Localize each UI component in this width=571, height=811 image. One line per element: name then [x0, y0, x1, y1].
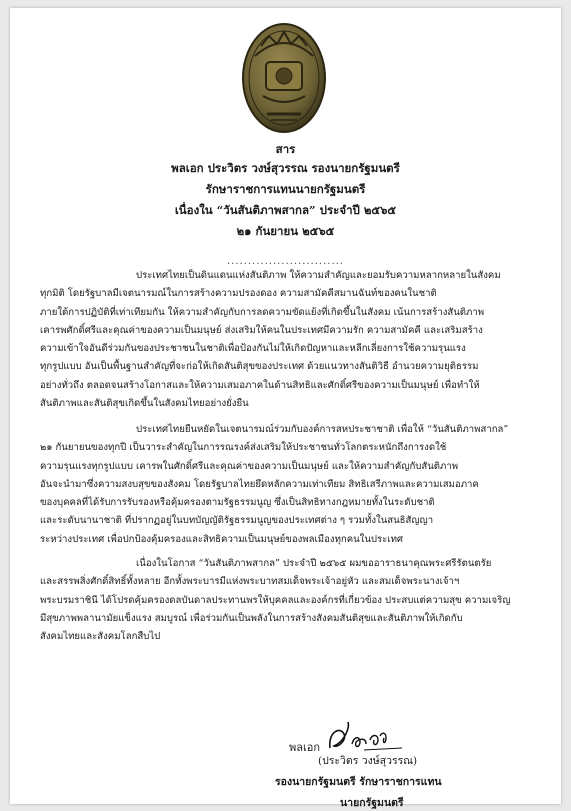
text-line: และระดับนานาชาติ ที่ปรากฏอยู่ในบทบัญญัติรัฐธรรมนูญของประเทศต่าง ๆ รวมทั้งในสนธิสัญญา: [40, 515, 434, 527]
heading-name: พลเอก ประวิตร วงษ์สุวรรณ รองนายกรัฐมนตรี: [171, 161, 400, 175]
heading-occasion: เนื่องใน “วันสันติภาพสากล” ประจำปี ๒๕๖๕: [174, 203, 397, 217]
separator-dots: ............................: [226, 256, 344, 267]
text-line: ความเข้าใจอันดีร่วมกันของประชาชนในชาติเพื่อป้องกันไม่ให้เกิดปัญหาและหลีกเลี่ยงการใช้ความรุนแรง: [40, 343, 466, 355]
text-line: ประเทศไทยเป็นดินแดนแห่งสันติภาพ ให้ความสำคัญและยอมรับความหลากหลายในสังคม: [136, 270, 501, 281]
text-line: พระบรมราชินี ได้โปรดคุ้มครองดลบันดาลประทานพรให้บุคคลและองค์กรที่เกี่ยวข้อง ประสบแต่ความสุข ความเจริญ: [40, 594, 511, 606]
text-line: ประเทศไทยยืนหยัดในเจตนารมณ์ร่วมกับองค์การสหประชาชาติ เพื่อให้ “วันสันติภาพสากล”: [136, 424, 509, 435]
heading-date: ๒๑ กันยายน ๒๕๖๕: [236, 224, 335, 238]
government-seal-icon: [241, 16, 327, 134]
text-line: ๒๑ กันยายนของทุกปี เป็นวาระสำคัญในการรณรงค์ส่งเสริมให้ประชาชนทั่วโลกตระหนักถึงการงดใช้: [40, 442, 447, 454]
text-line: ทุกมิติ โดยรัฐบาลมีเจตนารมณ์ในการสร้างความปรองดอง ความสามัคคีสมานฉันท์ของคนในชาติ: [40, 288, 437, 300]
text-line: ความรุนแรงทุกรูปแบบ เคารพในศักดิ์ศรีและคุณค่าของความเป็นมนุษย์ และให้ความสำคัญกับสันติภาพ: [40, 460, 459, 472]
text-line: อย่างทั่วถึง ตลอดจนสร้างโอกาสและให้ความเสมอภาคในด้านสิทธิและศักดิ์ศรีของความเป็นมนุษย์ เพื่อทำให้: [40, 379, 480, 391]
letter-page: [10, 8, 561, 809]
signature-title: รองนายกรัฐมนตรี รักษาราชการแทน: [275, 776, 442, 788]
text-line: เคารพศักดิ์ศรีและคุณค่าของความเป็นมนุษย์ ส่งเสริมให้คนในประเทศมีความรัก ความสามัคคี และเสริมสร้าง: [40, 324, 483, 336]
paragraph-2: [40, 421, 535, 549]
signature-title-line2: นายกรัฐมนตรี: [340, 797, 404, 809]
text-line: ภายใต้การปฏิบัติที่เท่าเทียมกัน ให้ความสำคัญกับการลดความขัดแย้งที่เกิดขึ้นในสังคม เน้นการสร้างสันติภาพ: [40, 306, 485, 318]
text-line: มีสุขภาพพลานามัยแข็งแรง สมบูรณ์ เพื่อร่วมกันเป็นพลังในการสร้างสังคมสันติสุขและสันติภาพให้เกิดกับ: [40, 612, 463, 624]
text-line: อันจะนำมาซึ่งความสงบสุขของสังคม โดยรัฐบาลไทยยึดหลักความเท่าเทียม สิทธิเสรีภาพและความเสมอภาค: [40, 478, 479, 490]
text-line: ของบุคคลที่ได้รับการรับรองหรือคุ้มครองตามรัฐธรรมนูญ ซึ่งเป็นสิทธิทางกฎหมายทั้งในระดับชาติ: [40, 497, 435, 509]
paragraph-1: [40, 267, 535, 413]
signature-name: (ประวิตร วงษ์สุวรรณ): [318, 755, 418, 767]
heading-word: สาร: [275, 142, 296, 156]
text-line: และสรรพสิ่งศักดิ์สิทธิ์ทั้งหลาย อีกทั้งพระบารมีแห่งพระบาทสมเด็จพระเจ้าอยู่หัว และสมเด็จพระนางเจ้าฯ: [40, 576, 460, 588]
text-line: เนื่องในโอกาส “วันสันติภาพสากล” ประจำปี ๒๕๖๕ ผมขออาราธนาคุณพระศรีรัตนตรัย: [136, 558, 492, 569]
text-line: ทุกรูปแบบ อันเป็นพื้นฐานสำคัญที่จะก่อให้เกิดสันติสุขของประเทศ ด้วยแนวทางสันติวิธี อำนวยความยุติธรรม: [40, 361, 479, 373]
paragraph-3: [40, 555, 535, 646]
signature-rank: พลเอก: [289, 741, 321, 754]
text-line: ระหว่างประเทศ เพื่อปกป้องคุ้มครองและสิทธิความเป็นมนุษย์ของพลเมืองทุกคนในประเทศ: [40, 533, 404, 545]
text-line: สันติภาพและสันติสุขเกิดขึ้นในสังคมไทยอย่างยั่งยืน: [40, 398, 249, 410]
heading-acting: รักษาราชการแทนนายกรัฐมนตรี: [205, 182, 366, 196]
text-line: สังคมไทยและสังคมโลกสืบไป: [40, 631, 161, 643]
